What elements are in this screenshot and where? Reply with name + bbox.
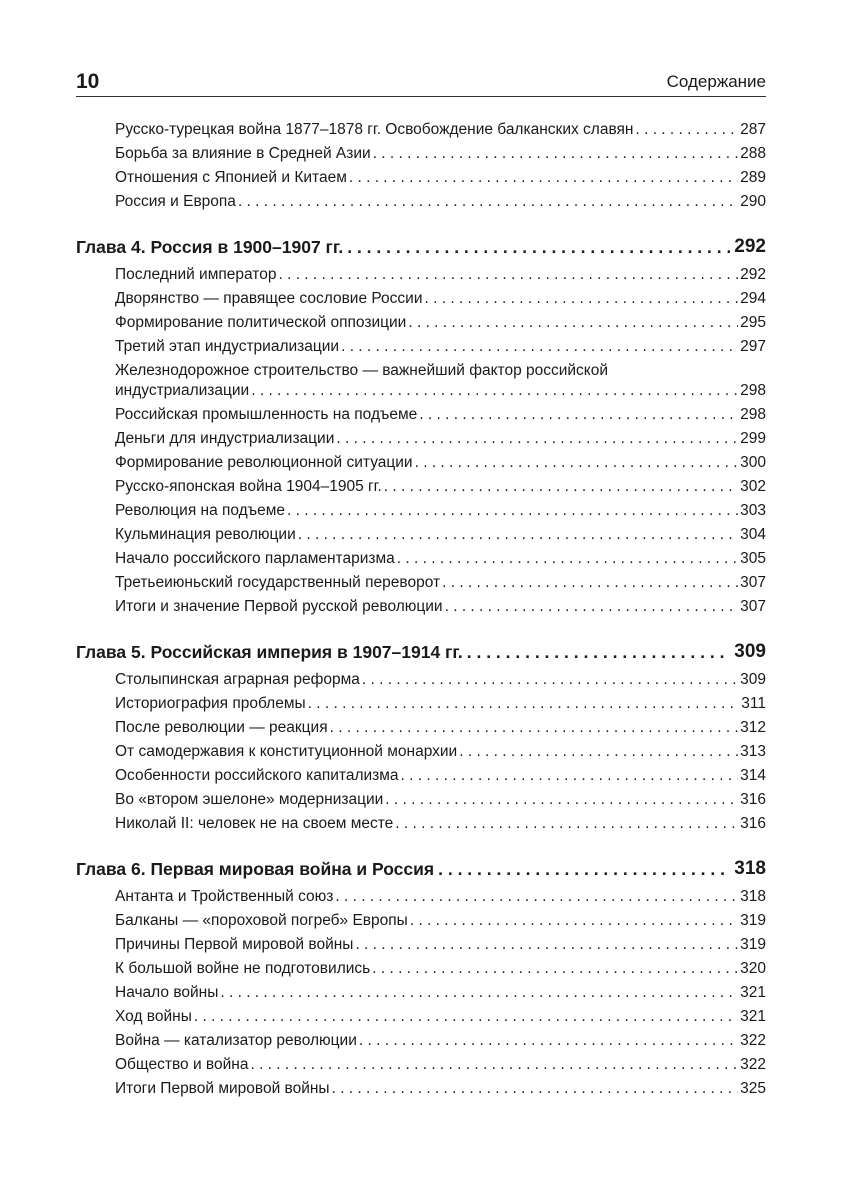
chapter-title: Глава 5. Российская империя в 1907–1914 гг. [76, 642, 463, 662]
toc-entry-label: Особенности российского капитализма [115, 767, 399, 784]
page-number: 10 [76, 70, 100, 93]
dot-leader [438, 855, 730, 883]
toc-entry-page: 305 [740, 550, 766, 567]
toc-entry[interactable] [76, 142, 766, 166]
dot-leader [250, 1053, 738, 1077]
toc-entry-label-continued: индустриализации [115, 382, 250, 399]
chapter-heading[interactable] [76, 638, 766, 666]
toc-entry-label: Русско-японская война 1904–1905 гг. [115, 478, 382, 495]
dot-leader [459, 740, 738, 764]
toc-entry[interactable] [76, 287, 766, 311]
dot-leader [442, 571, 738, 595]
toc-entry-label: Итоги и значение Первой русской революции [115, 598, 443, 615]
toc-entry-label: Формирование революционной ситуации [115, 454, 413, 471]
dot-leader [467, 638, 731, 666]
toc-entry-page: 290 [740, 193, 766, 210]
toc-entry[interactable] [76, 740, 766, 764]
toc-entry-page: 294 [740, 290, 766, 307]
page-header [76, 66, 766, 97]
toc-entry-label: Война — катализатор революции [115, 1032, 357, 1049]
toc-entry[interactable] [76, 427, 766, 451]
toc-entry[interactable] [76, 118, 766, 142]
toc-entry-page: 297 [740, 338, 766, 355]
toc-entry[interactable] [76, 571, 766, 595]
toc-entry-label: Отношения с Японией и Китаем [115, 169, 347, 186]
toc-entry-label: Железнодорожное строительство — важнейший фактор российской [115, 362, 609, 379]
toc-entry-page: 287 [740, 121, 766, 138]
dot-leader [424, 287, 738, 311]
toc-entry[interactable] [76, 764, 766, 788]
toc-entry-page: 322 [740, 1056, 766, 1073]
toc-entry-page: 304 [740, 526, 766, 543]
dot-leader [349, 166, 738, 190]
toc-entry[interactable] [76, 311, 766, 335]
dot-leader [341, 335, 738, 359]
dot-leader [335, 885, 738, 909]
chapter-heading[interactable] [76, 233, 766, 261]
toc-entry-page: 316 [740, 815, 766, 832]
toc-entry-label: Русско-турецкая война 1877–1878 гг. Освобождение балканских славян [115, 121, 634, 138]
dot-leader [373, 142, 738, 166]
toc-entry-label: Третьеиюньский государственный переворот [115, 574, 441, 591]
dot-leader [359, 1029, 738, 1053]
toc-entry[interactable] [76, 451, 766, 475]
toc-entry[interactable] [76, 788, 766, 812]
toc-entry-label: К большой войне не подготовились [115, 960, 371, 977]
dot-leader [330, 716, 739, 740]
chapter-page: 292 [734, 236, 766, 257]
toc-entry[interactable] [76, 595, 766, 619]
dot-leader [415, 451, 739, 475]
chapter-title: Глава 6. Первая мировая война и Россия [76, 859, 435, 879]
chapter-page: 309 [734, 641, 766, 662]
toc-entry-page: 303 [740, 502, 766, 519]
dot-leader [362, 668, 738, 692]
toc-entry-page: 300 [740, 454, 766, 471]
toc-entry-label: Итоги Первой мировой войны [115, 1080, 330, 1097]
toc-entry-page: 322 [740, 1032, 766, 1049]
toc-entry-label: Общество и война [115, 1056, 249, 1073]
dot-leader [445, 595, 739, 619]
dot-leader [194, 1005, 738, 1029]
toc-entry[interactable] [76, 812, 766, 836]
toc-entry-label: Начало войны [115, 984, 219, 1001]
dot-leader [385, 788, 738, 812]
dot-leader [251, 381, 738, 401]
toc-entry-page: 292 [740, 266, 766, 283]
toc-entry-page: 318 [740, 888, 766, 905]
toc-entry-page: 319 [740, 912, 766, 929]
toc-entry-label: Формирование политической оппозиции [115, 314, 407, 331]
toc-entry-page: 312 [740, 719, 766, 736]
toc-entry[interactable] [76, 1077, 766, 1101]
dot-leader [401, 764, 739, 788]
toc-entry-label: Дворянство — правящее сословие России [115, 290, 423, 307]
toc-entry-page: 309 [740, 671, 766, 688]
toc-entry-label: Причины Первой мировой войны [115, 936, 354, 953]
dot-leader [308, 692, 740, 716]
toc-entry-page: 307 [740, 598, 766, 615]
toc-entry[interactable] [76, 1005, 766, 1029]
toc-entry-label: Третий этап индустриализации [115, 338, 340, 355]
toc-entry-label: Революция на подъеме [115, 502, 285, 519]
toc-entry-page: 307 [740, 574, 766, 591]
toc-entry-label: Кульминация революции [115, 526, 296, 543]
dot-leader [287, 499, 738, 523]
dot-leader [395, 812, 738, 836]
toc-entry[interactable] [76, 909, 766, 933]
toc-entry[interactable] [76, 1053, 766, 1077]
section-title: Содержание [666, 72, 766, 91]
dot-leader [397, 547, 738, 571]
toc-entry[interactable] [76, 403, 766, 427]
toc-entry[interactable] [76, 475, 766, 499]
dot-leader [298, 523, 738, 547]
toc-entry-page: 295 [740, 314, 766, 331]
toc-entry[interactable] [76, 359, 766, 403]
toc-entry-page: 289 [740, 169, 766, 186]
toc-entry-page: 311 [741, 695, 766, 712]
toc-entry[interactable] [76, 190, 766, 214]
toc-entry[interactable] [76, 1029, 766, 1053]
toc-entry[interactable] [76, 668, 766, 692]
toc-entry-label: Ход войны [115, 1008, 192, 1025]
toc-entry-label: Деньги для индустриализации [115, 430, 335, 447]
toc-entry-label: Во «втором эшелоне» модернизации [115, 791, 384, 808]
toc-entry[interactable] [76, 335, 766, 359]
toc-entry[interactable] [76, 716, 766, 740]
toc-entry-label: Балканы — «пороховой погреб» Европы [115, 912, 408, 929]
dot-leader [372, 957, 738, 981]
chapter-heading[interactable] [76, 855, 766, 883]
dot-leader [347, 233, 730, 261]
chapter-page: 318 [734, 858, 766, 879]
toc-entry[interactable] [76, 692, 766, 716]
dot-leader [410, 909, 738, 933]
dot-leader [278, 263, 738, 287]
toc-entry[interactable] [76, 981, 766, 1005]
toc-entry-page: 316 [740, 791, 766, 808]
toc-entry-label: Антанта и Тройственный союз [115, 888, 334, 905]
toc-entry-label: Россия и Европа [115, 193, 236, 210]
toc-entry-label: От самодержавия к конституционной монархии [115, 743, 458, 760]
dot-leader [336, 427, 738, 451]
toc-entry-page: 325 [740, 1080, 766, 1097]
toc-entry-label: Последний император [115, 266, 277, 283]
toc-entry-page: 313 [740, 743, 766, 760]
dot-leader [220, 981, 738, 1005]
toc-entry[interactable] [76, 263, 766, 287]
toc-entry-label: Столыпинская аграрная реформа [115, 671, 360, 688]
dot-leader [384, 475, 738, 499]
dot-leader [355, 933, 738, 957]
toc-entry-label: Российская промышленность на подъеме [115, 406, 418, 423]
toc-entry-page: 321 [740, 984, 766, 1001]
toc-entry[interactable] [76, 885, 766, 909]
toc-entry[interactable] [76, 166, 766, 190]
chapter-title: Глава 4. Россия в 1900–1907 гг. [76, 237, 344, 257]
toc-entry-label: Историография проблемы [115, 695, 306, 712]
dot-leader [419, 403, 738, 427]
toc-entry-label: Николай II: человек не на своем месте [115, 815, 394, 832]
toc-entry[interactable] [76, 957, 766, 981]
toc-entry-page: 298 [740, 406, 766, 423]
toc-entry-page: 320 [740, 960, 766, 977]
toc-entry-page: 288 [740, 145, 766, 162]
dot-leader [635, 118, 738, 142]
toc-entry-page: 314 [740, 767, 766, 784]
toc-entry-page: 302 [740, 478, 766, 495]
dot-leader [408, 311, 738, 335]
toc-entry-page: 319 [740, 936, 766, 953]
dot-leader [332, 1077, 739, 1101]
toc-entry[interactable] [76, 547, 766, 571]
toc-entry-page: 298 [740, 382, 766, 399]
table-of-contents [76, 118, 766, 1101]
toc-entry-page: 321 [740, 1008, 766, 1025]
toc-entry-label: Борьба за влияние в Средней Азии [115, 145, 371, 162]
toc-entry-label: Начало российского парламентаризма [115, 550, 395, 567]
toc-entry[interactable] [76, 523, 766, 547]
dot-leader [238, 190, 738, 214]
toc-entry[interactable] [76, 933, 766, 957]
toc-entry[interactable] [76, 499, 766, 523]
toc-entry-label: После революции — реакция [115, 719, 328, 736]
toc-entry-page: 299 [740, 430, 766, 447]
